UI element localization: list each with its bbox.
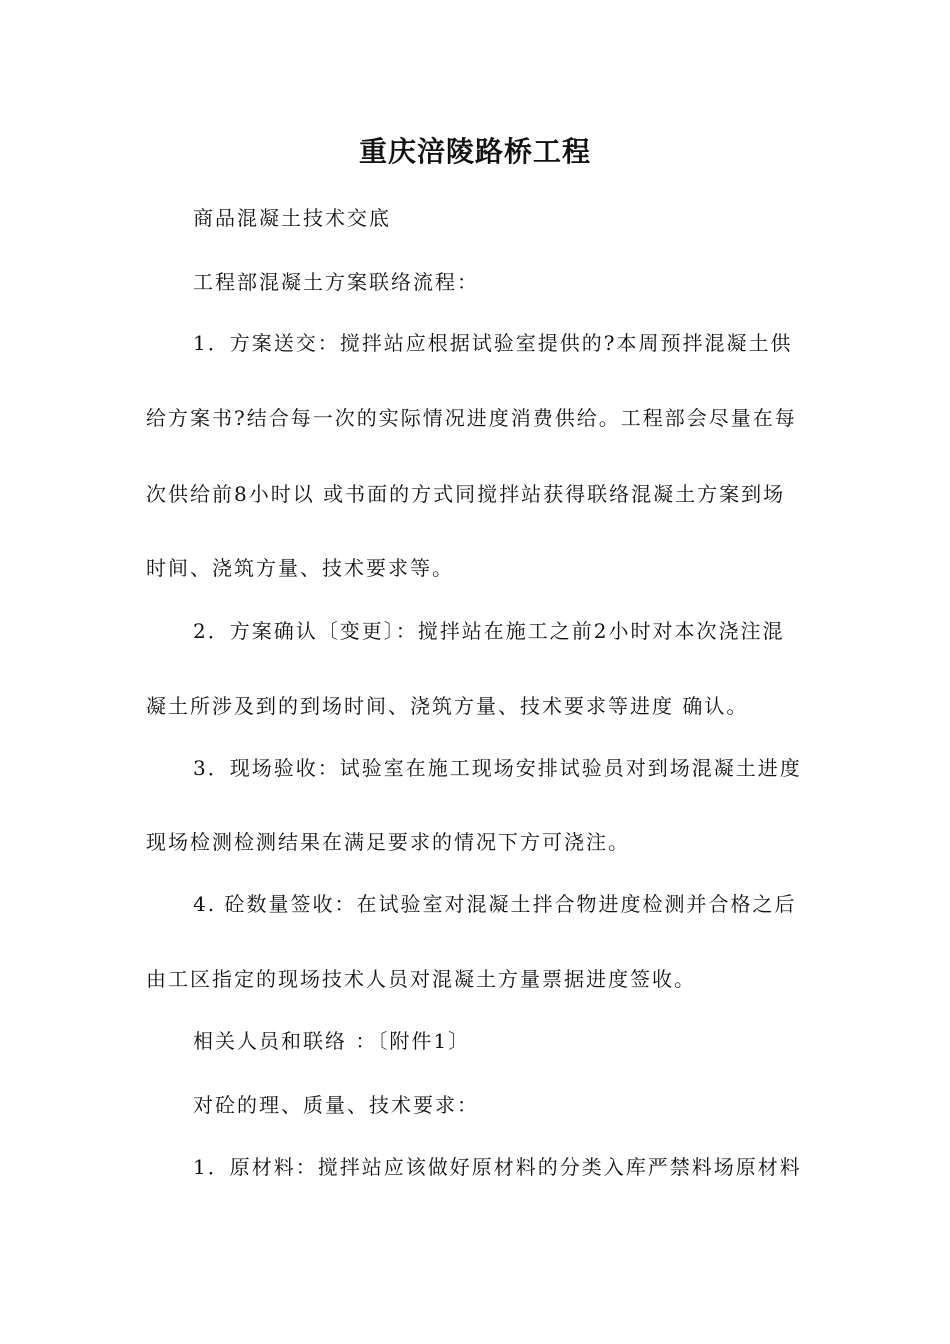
paragraph-line: 1．方案送交：搅拌站应根据试验室提供的?本周预拌混凝土供 <box>193 331 793 355</box>
paragraph-line-contacts: 相关人员和联络 ：〔附件1〕 <box>193 1029 471 1053</box>
paragraph-line: 次供给前8小时以 或书面的方式同搅拌站获得联络混凝土方案到场 <box>146 482 786 506</box>
paragraph-line: 时间、浇筑方量、技术要求等。 <box>146 556 454 580</box>
paragraph-line: 由工区指定的现场技术人员对混凝土方量票据进度签收。 <box>146 967 696 991</box>
paragraph-line: 3．现场验收：试验室在施工现场安排试验员对到场混凝土进度 <box>193 756 802 780</box>
section-heading-contact-process: 工程部混凝土方案联络流程： <box>193 270 479 294</box>
document-title: 重庆涪陵路桥工程 <box>358 135 591 168</box>
paragraph-line: 2．方案确认〔变更〕：搅拌站在施工之前2小时对本次浇注混 <box>193 619 785 643</box>
paragraph-line: 现场检测检测结果在满足要求的情况下方可浇注。 <box>146 830 630 854</box>
paragraph-line: 凝土所涉及到的到场时间、浇筑方量、技术要求等进度 确认。 <box>146 694 749 718</box>
section-heading-concrete-briefing: 商品混凝土技术交底 <box>193 206 391 230</box>
section-heading-requirements: 对砼的理、质量、技术要求： <box>193 1093 479 1117</box>
paragraph-line: 1．原材料：搅拌站应该做好原材料的分类入库严禁料场原材料 <box>193 1155 802 1179</box>
paragraph-line: 给方案书?结合每一次的实际情况进度消费供给。工程部会尽量在每 <box>146 406 797 430</box>
paragraph-line: 4. 砼数量签收：在试验室对混凝土拌合物进度检测并合格之后 <box>193 892 797 916</box>
